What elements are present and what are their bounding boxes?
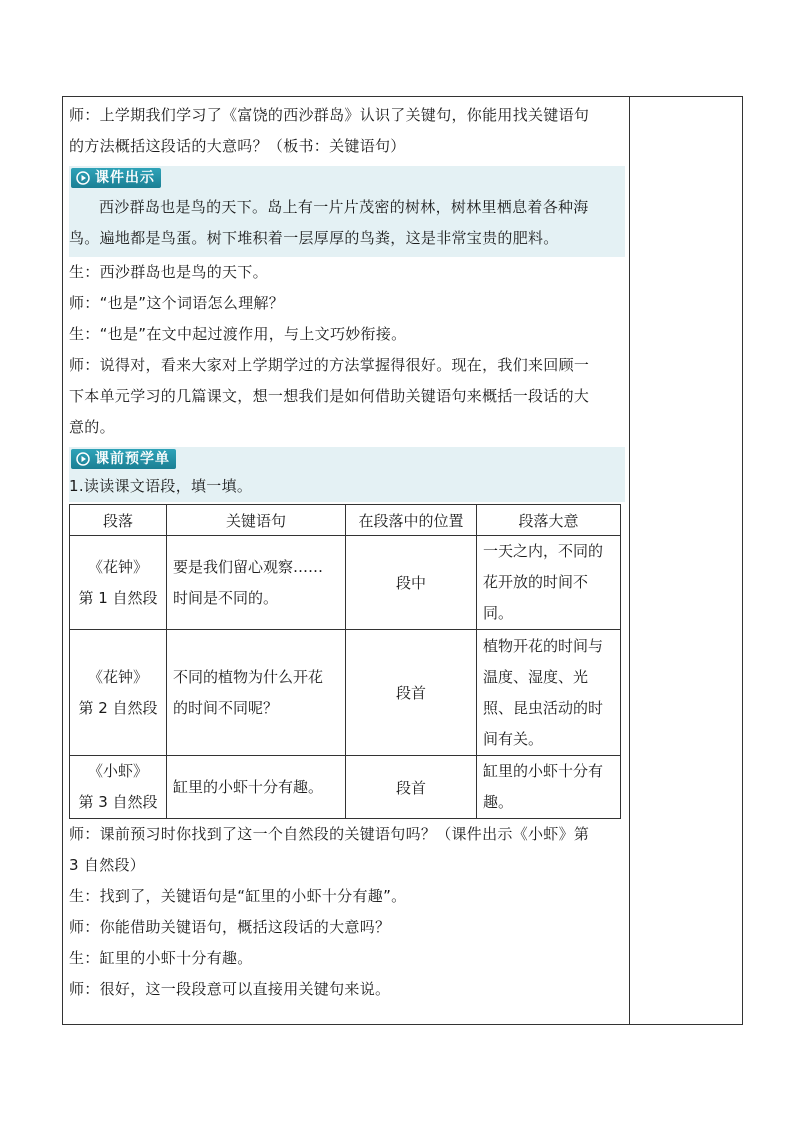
cell-position: 段首	[346, 756, 477, 819]
table-header-row	[70, 505, 621, 536]
section-header-preview	[69, 447, 625, 471]
task-instruction: 1.读读课文语段，填一填。	[69, 471, 625, 502]
cell-main-idea: 一天之内，不同的 花开放的时间不 同。	[477, 536, 621, 630]
cell-position: 段首	[346, 630, 477, 756]
cell-main-idea: 缸里的小虾十分有 趣。	[477, 756, 621, 819]
dialog-line: 生：找到了，关键语句是“缸里的小虾十分有趣”。	[69, 887, 407, 905]
section-tag	[71, 449, 176, 469]
key-sentence-table	[69, 504, 621, 819]
dialog-line: 3 自然段）	[69, 856, 146, 874]
lesson-content	[69, 100, 625, 1005]
passage-line-2: 鸟。遍地都是鸟蛋。树下堆积着一层厚厚的鸟粪，这是非常宝贵的肥料。	[69, 229, 559, 247]
dialog-line: 师：“也是”这个词语怎么理解？	[69, 294, 285, 312]
dialog-line: 师：说得对，看来大家对上学期学过的方法掌握得很好。现在，我们来回顾一	[69, 356, 590, 374]
header-paragraph: 段落	[70, 505, 167, 536]
header-key-sentence: 关键语句	[167, 505, 346, 536]
dialog-line: 师：课前预习时你找到了这一个自然段的关键语句吗？（课件出示《小虾》第	[69, 825, 590, 843]
dialog-line: 生：西沙群岛也是鸟的天下。	[69, 263, 268, 281]
intro-line-2: 的方法概括这段话的大意吗？（板书：关键语句）	[69, 137, 406, 155]
table-row	[70, 536, 621, 630]
header-position: 在段落中的位置	[346, 505, 477, 536]
cell-main-idea: 植物开花的时间与 温度、湿度、光 照、昆虫活动的时 间有关。	[477, 630, 621, 756]
cell-paragraph: 《小虾》 第 3 自然段	[70, 756, 167, 819]
cell-key-sentence: 缸里的小虾十分有趣。	[167, 756, 346, 819]
dialog-line: 下本单元学习的几篇课文，想一想我们是如何借助关键语句来概括一段话的大	[69, 387, 590, 405]
cell-key-sentence: 不同的植物为什么开花 的时间不同呢？	[167, 630, 346, 756]
passage-line-1: 西沙群岛也是鸟的天下。岛上有一片片茂密的树林，树林里栖息着各种海	[99, 198, 589, 216]
cell-paragraph: 《花钟》 第 1 自然段	[70, 536, 167, 630]
column-divider	[629, 96, 630, 1025]
cell-position: 段中	[346, 536, 477, 630]
play-circle-icon	[76, 171, 90, 185]
table-row	[70, 630, 621, 756]
header-main-idea: 段落大意	[477, 505, 621, 536]
dialog-line: 师：你能借助关键语句，概括这段话的大意吗？	[69, 918, 391, 936]
section-header-courseware	[69, 166, 625, 190]
cell-paragraph: 《花钟》 第 2 自然段	[70, 630, 167, 756]
section-tag	[71, 168, 161, 188]
cell-key-sentence: 要是我们留心观察…… 时间是不同的。	[167, 536, 346, 630]
dialog-line: 生：缸里的小虾十分有趣。	[69, 949, 253, 967]
play-circle-icon	[76, 452, 90, 466]
dialog-line: 师：很好，这一段段意可以直接用关键句来说。	[69, 980, 391, 998]
dialog-line: 意的。	[69, 418, 115, 436]
intro-line-1: 师：上学期我们学习了《富饶的西沙群岛》认识了关键句，你能用找关键语句	[69, 106, 590, 124]
table-row	[70, 756, 621, 819]
section-tag-label: 课前预学单	[95, 451, 170, 467]
section-tag-label: 课件出示	[95, 170, 155, 186]
dialog-line: 生：“也是”在文中起过渡作用，与上文巧妙衔接。	[69, 325, 407, 343]
courseware-passage	[69, 190, 625, 257]
